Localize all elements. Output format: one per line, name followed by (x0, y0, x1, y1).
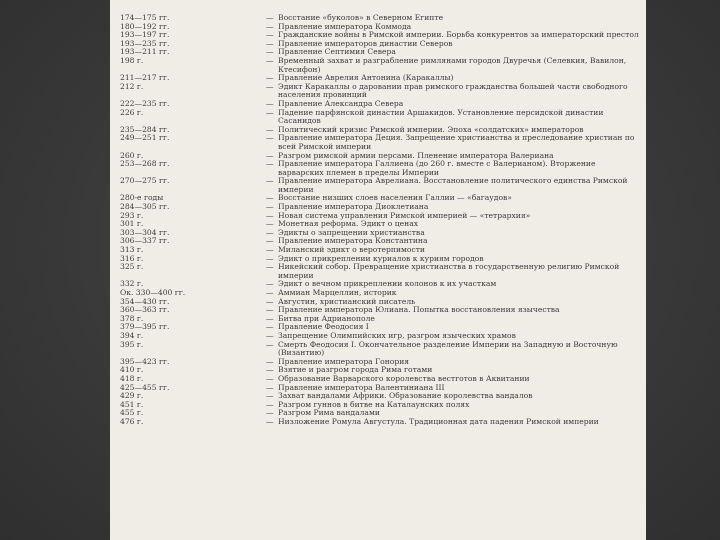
row-date: 378 г. (120, 313, 144, 323)
row-date: 476 г. (120, 416, 144, 426)
row-date: 425—455 гг. (120, 382, 170, 392)
row-date: 249—251 гг. (120, 133, 170, 143)
row-event: Никейский собор. Превращение христианства в государственную религию Римской империи (278, 262, 620, 280)
row-dash: — (266, 13, 274, 22)
row-event: Падение парфянской династии Аршакидов. Установление персидской династии Сасанидов (278, 107, 604, 126)
row-dash: — (266, 416, 274, 426)
row-dash: — (266, 236, 274, 246)
row-event: Правление императора Аврелиана. Восстановление политического единства Римской империи (278, 176, 628, 194)
row-date: 235—284 гг. (120, 124, 170, 134)
row-date: 395 г. (120, 339, 144, 349)
row-date: 222—235 гг. (120, 98, 170, 108)
row-date: 394 г. (120, 330, 144, 340)
row-date: 284—305 гг. (120, 202, 170, 212)
row-dash: — (266, 210, 274, 220)
row-date: 451 г. (120, 399, 144, 409)
row-event: Восстание «буколов» в Северном Египте (278, 13, 444, 22)
row-dash: — (266, 365, 274, 375)
row-dash: — (266, 356, 274, 366)
row-dash: — (266, 55, 274, 65)
row-event: Восстание низших слоев населения Галлии — «багаудов» (278, 193, 512, 203)
row-event: Миланский эдикт о веротерпимости (278, 245, 425, 255)
row-dash: — (266, 38, 274, 48)
chronology-row (120, 177, 640, 194)
row-dash: — (266, 245, 274, 255)
row-event: Правление Феодосия I (278, 322, 369, 332)
row-date: 360—363 гг. (120, 305, 170, 315)
row-event: Правление императора Юлиана. Попытка восстановления язычества (278, 305, 560, 315)
row-dash: — (266, 202, 274, 212)
row-event: Временный захват и разграбление римлянами городов Двуречья (Селевкия, Вавилон, Ктесифон) (278, 55, 627, 74)
chronology-row (120, 401, 640, 410)
row-dash: — (266, 262, 274, 272)
chronology-row (120, 57, 640, 74)
row-date: 455 г. (120, 408, 144, 418)
row-event: Эдикты о запрещении христианства (278, 227, 425, 237)
chronology-row (120, 134, 640, 151)
chronology-row (120, 306, 640, 315)
row-event: Взятие и разгром города Рима готами (278, 365, 433, 375)
row-event: Аммиан Марцеллин, историк (278, 288, 397, 297)
row-event: Новая система управления Римской империей — «тетрархия» (278, 210, 531, 220)
row-event: Эдикт о прикреплении куриалов к куриям городов (278, 253, 484, 263)
row-dash: — (266, 124, 274, 134)
row-dash: — (266, 150, 274, 160)
row-event: Правление императора Валентиниана III (278, 382, 445, 392)
row-date: 325 г. (120, 262, 144, 272)
row-dash: — (266, 98, 274, 108)
row-dash: — (266, 288, 274, 297)
row-dash: — (266, 193, 274, 203)
row-date: 211—217 гг. (120, 73, 170, 83)
row-dash: — (266, 391, 274, 401)
row-event: Правление императора Галлиена (до 260 г. вместе с Валерианом). Вторжение варварских племен в пределы Империи (278, 159, 596, 177)
row-dash: — (266, 176, 274, 186)
row-dash: — (266, 279, 274, 289)
row-date: 429 г. (120, 391, 144, 401)
row-date: 193—235 гг. (120, 38, 170, 48)
row-event: Захват вандалами Африки. Образование королевства вандалов (278, 391, 533, 401)
chronology-table (120, 14, 640, 427)
row-date: Ок. 330—400 гг. (120, 288, 186, 297)
chronology-row (120, 83, 640, 100)
row-dash: — (266, 322, 274, 332)
row-event: Правление императоров династии Северов (278, 38, 453, 48)
row-date: 193—211 гг. (120, 47, 170, 57)
row-event: Правление Септимия Севера (278, 47, 396, 57)
chronology-row (120, 418, 640, 427)
row-date: 395—423 гг. (120, 356, 170, 366)
row-date: 198 г. (120, 55, 144, 65)
row-event: Августин, христианский писатель (278, 296, 416, 306)
row-event: Эдикт о вечном прикреплении колонов к их участкам (278, 279, 497, 289)
row-dash: — (266, 30, 274, 40)
row-date: 212 г. (120, 81, 144, 91)
row-date: 270—275 гг. (120, 176, 170, 186)
row-event: Гражданские войны в Римской империи. Борьба конкурентов за императорский престол (278, 30, 639, 40)
row-dash: — (266, 305, 274, 315)
chronology-row (120, 315, 640, 324)
row-dash: — (266, 373, 274, 383)
document-page (110, 0, 646, 540)
row-date: 226 г. (120, 107, 144, 117)
row-event: Смерть Феодосия I. Окончательное разделение Империи на Западную и Восточную (Византию) (278, 339, 618, 358)
chronology-row (120, 341, 640, 358)
row-dash: — (266, 47, 274, 57)
row-date: 174—175 гг. (120, 13, 170, 22)
row-event: Монетная реформа. Эдикт о ценах (278, 219, 419, 229)
row-event: Правление императора Деция. Запрещение христианства и преследование христиан по всей Римской империи (278, 133, 635, 151)
row-dash: — (266, 107, 274, 117)
row-event: Образование Варварского королевства вестготов в Аквитании (278, 373, 530, 383)
row-date: 418 г. (120, 373, 144, 383)
row-date: 303—304 гг. (120, 227, 170, 237)
row-dash: — (266, 330, 274, 340)
chronology-row (120, 109, 640, 126)
row-dash: — (266, 296, 274, 306)
row-date: 316 г. (120, 253, 144, 263)
row-date: 253—268 гг. (120, 159, 170, 169)
row-dash: — (266, 73, 274, 83)
row-event: Правление императора Коммода (278, 21, 412, 31)
row-dash: — (266, 227, 274, 237)
row-date: 313 г. (120, 245, 144, 255)
row-date: 301 г. (120, 219, 144, 229)
row-date: 293 г. (120, 210, 144, 220)
row-date: 260 г. (120, 150, 144, 160)
row-dash: — (266, 21, 274, 31)
row-event: Правление императора Константина (278, 236, 428, 246)
row-event: Эдикт Каракаллы о даровании прав римского гражданства большей части свободного населения провинций (278, 81, 628, 100)
row-date: 332 г. (120, 279, 144, 289)
row-date: 410 г. (120, 365, 144, 375)
row-date: 180—192 гг. (120, 21, 170, 31)
row-dash: — (266, 159, 274, 169)
row-dash: — (266, 382, 274, 392)
row-dash: — (266, 313, 274, 323)
row-dash: — (266, 253, 274, 263)
row-event: Битва при Адрианополе (278, 313, 375, 323)
row-dash: — (266, 219, 274, 229)
row-event: Низложение Ромула Августула. Традиционная дата падения Римской империи (278, 416, 599, 426)
row-event: Правление императора Диоклетиана (278, 202, 429, 212)
row-event: Правление Аврелия Антонина (Каракаллы) (278, 73, 454, 83)
row-event: Политический кризис Римской империи. Эпоха «солдатских» императоров (278, 124, 584, 134)
row-dash: — (266, 399, 274, 409)
row-event: Разгром гуннов в битве на Каталаунских полях (278, 399, 470, 409)
chronology-row (120, 160, 640, 177)
row-date: 306—337 гг. (120, 236, 170, 246)
row-dash: — (266, 133, 274, 143)
row-dash: — (266, 408, 274, 418)
row-date: 280-е годы (120, 193, 164, 203)
chronology-row (120, 263, 640, 280)
row-event: Правление императора Гонория (278, 356, 410, 366)
row-dash: — (266, 81, 274, 91)
row-event: Правление Александра Севера (278, 98, 404, 108)
row-event: Разгром Рима вандалами (278, 408, 380, 418)
row-date: 379—395 гг. (120, 322, 170, 332)
row-date: 354—430 гг. (120, 296, 170, 306)
row-event: Разгром римской армии персами. Пленение императора Валериана (278, 150, 554, 160)
row-dash: — (266, 339, 274, 349)
row-date: 193—197 гг. (120, 30, 170, 40)
row-event: Запрещение Олимпийских игр, разгром языческих храмов (278, 330, 516, 340)
